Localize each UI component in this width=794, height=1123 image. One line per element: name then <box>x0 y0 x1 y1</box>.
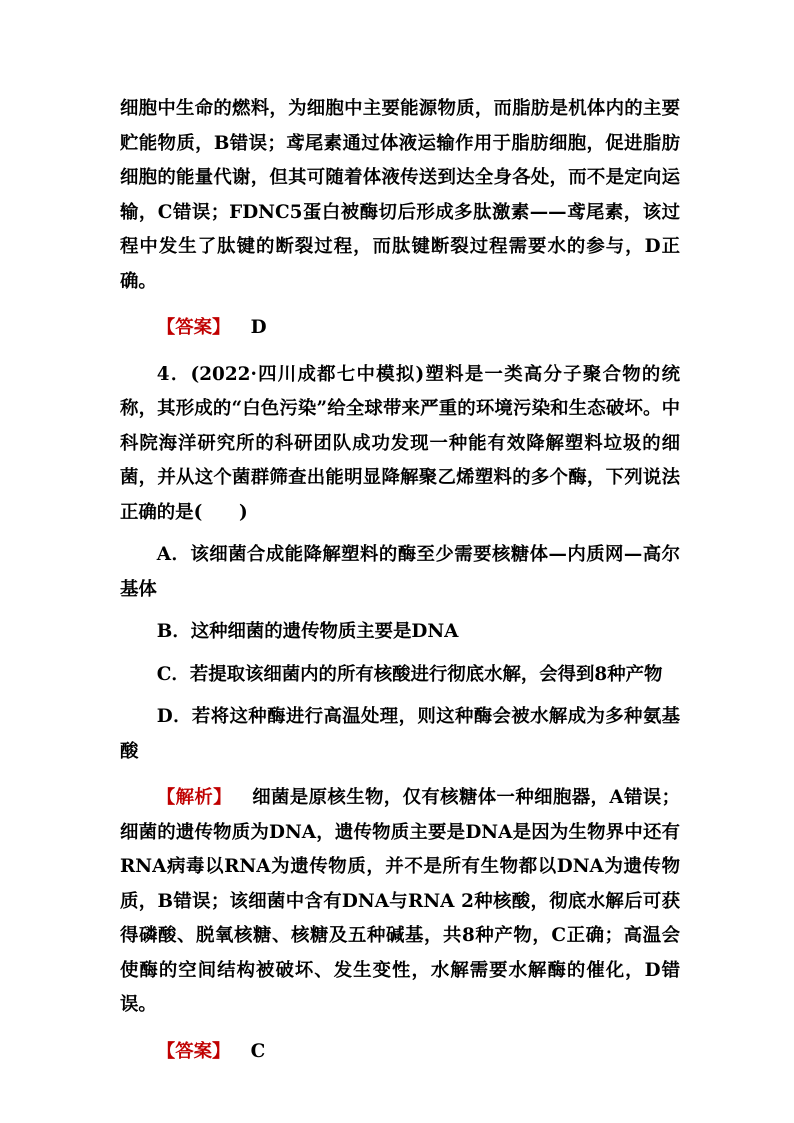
analysis-text: 细菌是原核生物，仅有核糖体一种细胞器，A错误；细菌的遗传物质为DNA，遗传物质主要是DNA是因为生物界中还有RNA病毒以RNA为遗传物质，并不是所有生物都以DNA为遗传物质，B错误；该细菌中含有DNA与RNA 2种核酸，彻底水解后可获得磷酸、脱氧核糖、核糖及五种碱基，共8种产物，C正确；高温会使酶的空间结构被破坏、发生变性，水解需要水解酶的催化，D错误。 <box>120 787 680 1015</box>
option-b: B．这种细菌的遗传物质主要是DNA <box>156 621 459 642</box>
answer-value-1: D <box>250 317 267 338</box>
analysis-paragraph <box>120 781 680 1023</box>
answer-value-2: C <box>250 1040 266 1062</box>
option-a: A．该细菌合成能降解塑料的酶至少需要核糖体—内质网—高尔基体 <box>120 544 680 600</box>
answer-line-1 <box>120 311 680 346</box>
option-c: C．若提取该细菌内的所有核酸进行彻底水解，会得到8种产物 <box>156 663 663 685</box>
previous-explanation: 细胞中生命的燃料，为细胞中主要能源物质，而脂肪是机体内的主要贮能物质，B错误；鸢尾素通过体液运输作用于脂肪细胞，促进脂肪细胞的能量代谢，但其可随着体液传送到达全身各处，而不是定向运输，C错误；FDNC5蛋白被酶切后形成多肽激素——鸢尾素，该过程中发生了肽键的断裂过程，而肽键断裂过程需要水的参与，D正确。 <box>120 98 680 292</box>
document-page <box>120 92 680 1069</box>
answer-line-2 <box>120 1035 680 1070</box>
question-text: 4．(2022·四川成都七中模拟)塑料是一类高分子聚合物的统称，其形成的“白色污染”给全球带来严重的环境污染和生态破坏。中科院海洋研究所的科研团队成功发现一种能有效降解塑料垃圾的细菌，并从这个菌群筛查出能明显降解聚乙烯塑料的多个酶，下列说法正确的是( ) <box>120 363 680 523</box>
answer-label-2: 【答案】 <box>156 1040 231 1062</box>
option-d: D．若将这种酶进行高温处理，则这种酶会被水解成为多种氨基酸 <box>120 706 680 762</box>
answer-label-1: 【答案】 <box>156 317 231 338</box>
analysis-label: 【解析】 <box>156 787 232 808</box>
